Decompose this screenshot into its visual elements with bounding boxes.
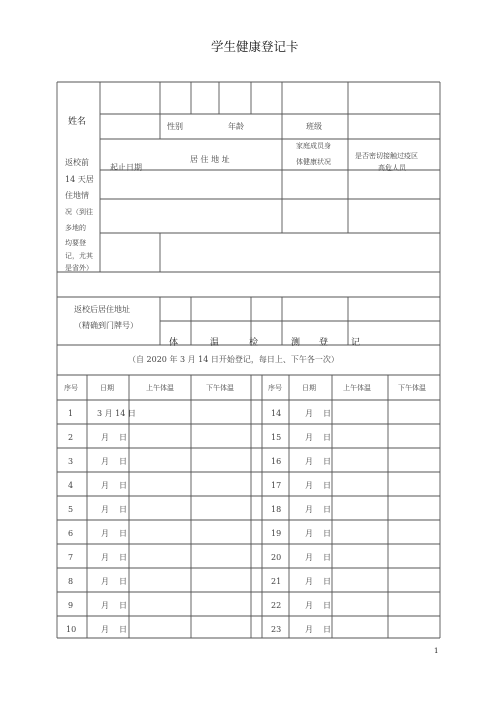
pre-return-label-line-6: 均要登 — [65, 239, 86, 247]
residence-address-label: 居 住 地 址 — [190, 155, 230, 164]
row-number: 19 — [271, 529, 282, 538]
row-month: 月 — [101, 505, 109, 514]
age-label: 年龄 — [228, 122, 244, 131]
temp-heading-char-4: 测 — [291, 338, 301, 348]
row-month: 月 — [101, 433, 109, 442]
row-month: 月 — [101, 457, 109, 466]
row-day: 日 — [119, 505, 127, 514]
row-month: 月 — [305, 505, 313, 514]
row-number: 6 — [68, 529, 74, 538]
pre-return-label-line-4: 况（到往 — [65, 208, 93, 216]
name-label: 姓名 — [68, 117, 87, 127]
row-month: 月 — [101, 481, 109, 490]
col-am-right: 上午体温 — [343, 384, 371, 392]
row-day: 日 — [119, 601, 127, 610]
pre-return-label-line-7: 记，尤其 — [65, 252, 93, 260]
row-number: 9 — [68, 601, 74, 610]
temp-heading-char-1: 体 — [169, 338, 179, 348]
row-number: 8 — [68, 577, 74, 586]
temp-subheading: （自 2020 年 3 月 14 日开始登记，每日上、下午各一次） — [128, 355, 339, 364]
pre-return-label-line-5: 多地的 — [65, 224, 86, 232]
row-day: 日 — [323, 529, 331, 538]
row-month: 月 — [101, 601, 109, 610]
row-number: 3 — [68, 457, 74, 466]
family-health-label-line-2: 体健康状况 — [296, 158, 331, 166]
row-month: 月 — [305, 409, 313, 418]
row-day: 日 — [323, 433, 331, 442]
row-month: 月 — [305, 529, 313, 538]
row-month: 月 — [305, 601, 313, 610]
page-title: 学生健康登记卡 — [211, 39, 299, 54]
col-seq-right: 序号 — [268, 384, 282, 392]
col-date-left: 日期 — [100, 384, 114, 392]
row-number: 18 — [271, 505, 282, 514]
row-day: 日 — [323, 505, 331, 514]
temp-heading-char-3: 检 — [249, 338, 259, 348]
row-number: 23 — [271, 625, 282, 634]
row-month: 月 — [305, 553, 313, 562]
pre-return-label-line-3: 住地情 — [65, 191, 89, 200]
row-day: 日 — [119, 577, 127, 586]
row-number: 20 — [271, 553, 282, 562]
row-number: 5 — [68, 505, 74, 514]
class-label: 班级 — [306, 122, 322, 131]
col-am-left: 上午体温 — [146, 384, 174, 392]
row-month: 月 — [101, 553, 109, 562]
col-pm-left: 下午体温 — [206, 384, 234, 392]
row-month: 月 — [305, 577, 313, 586]
row-day: 日 — [323, 577, 331, 586]
gender-label: 性别 — [167, 122, 183, 131]
row-number: 14 — [271, 409, 282, 418]
row-day: 日 — [323, 481, 331, 490]
row-month: 月 — [305, 625, 313, 634]
row-number: 4 — [68, 481, 74, 490]
contact-label-line-1: 是否密切接触过疫区 — [355, 152, 418, 160]
col-date-right: 日期 — [302, 384, 316, 392]
post-return-address-note: （精确到门牌号） — [74, 321, 138, 330]
row-month: 月 — [101, 577, 109, 586]
contact-label-line-2: 高危人员 — [378, 164, 406, 172]
row-day: 日 — [323, 457, 331, 466]
post-return-address-label: 返校后居住地址 — [74, 305, 130, 314]
row-number: 7 — [68, 553, 74, 562]
row-month: 月 — [305, 433, 313, 442]
row-day: 日 — [119, 433, 127, 442]
date-range-label: 起止日期 — [110, 163, 142, 172]
row-month: 月 — [305, 457, 313, 466]
col-pm-right: 下午体温 — [398, 384, 426, 392]
pre-return-label-line-1: 返校前 — [65, 158, 89, 167]
row-day: 日 — [119, 457, 127, 466]
temp-heading-char-5: 登 — [319, 338, 329, 348]
col-seq-left: 序号 — [64, 384, 78, 392]
row-day: 日 — [323, 553, 331, 562]
row-month: 月 — [101, 529, 109, 538]
row-number: 2 — [68, 433, 74, 442]
pre-return-label-line-8: 是省外） — [65, 264, 93, 272]
row-month: 月 — [305, 481, 313, 490]
row-day: 日 — [323, 625, 331, 634]
temp-heading-char-6: 记 — [351, 338, 361, 348]
family-health-label-line-1: 家庭成员身 — [296, 142, 331, 150]
row-day: 日 — [119, 553, 127, 562]
row-number: 16 — [271, 457, 282, 466]
row-number: 10 — [66, 625, 77, 634]
row-date: 3 月 14 日 — [97, 409, 136, 418]
row-number: 15 — [271, 433, 282, 442]
row-number: 17 — [271, 481, 282, 490]
page-number: 1 — [434, 647, 439, 655]
row-number: 1 — [68, 409, 74, 418]
row-day: 日 — [119, 481, 127, 490]
row-day: 日 — [323, 601, 331, 610]
row-month: 月 — [101, 625, 109, 634]
row-day: 日 — [323, 409, 331, 418]
temp-heading-char-2: 温 — [210, 338, 220, 348]
row-day: 日 — [119, 529, 127, 538]
row-number: 21 — [271, 577, 282, 586]
row-number: 22 — [271, 601, 282, 610]
row-day: 日 — [119, 625, 127, 634]
pre-return-label-line-2: 14 天居 — [65, 175, 94, 184]
